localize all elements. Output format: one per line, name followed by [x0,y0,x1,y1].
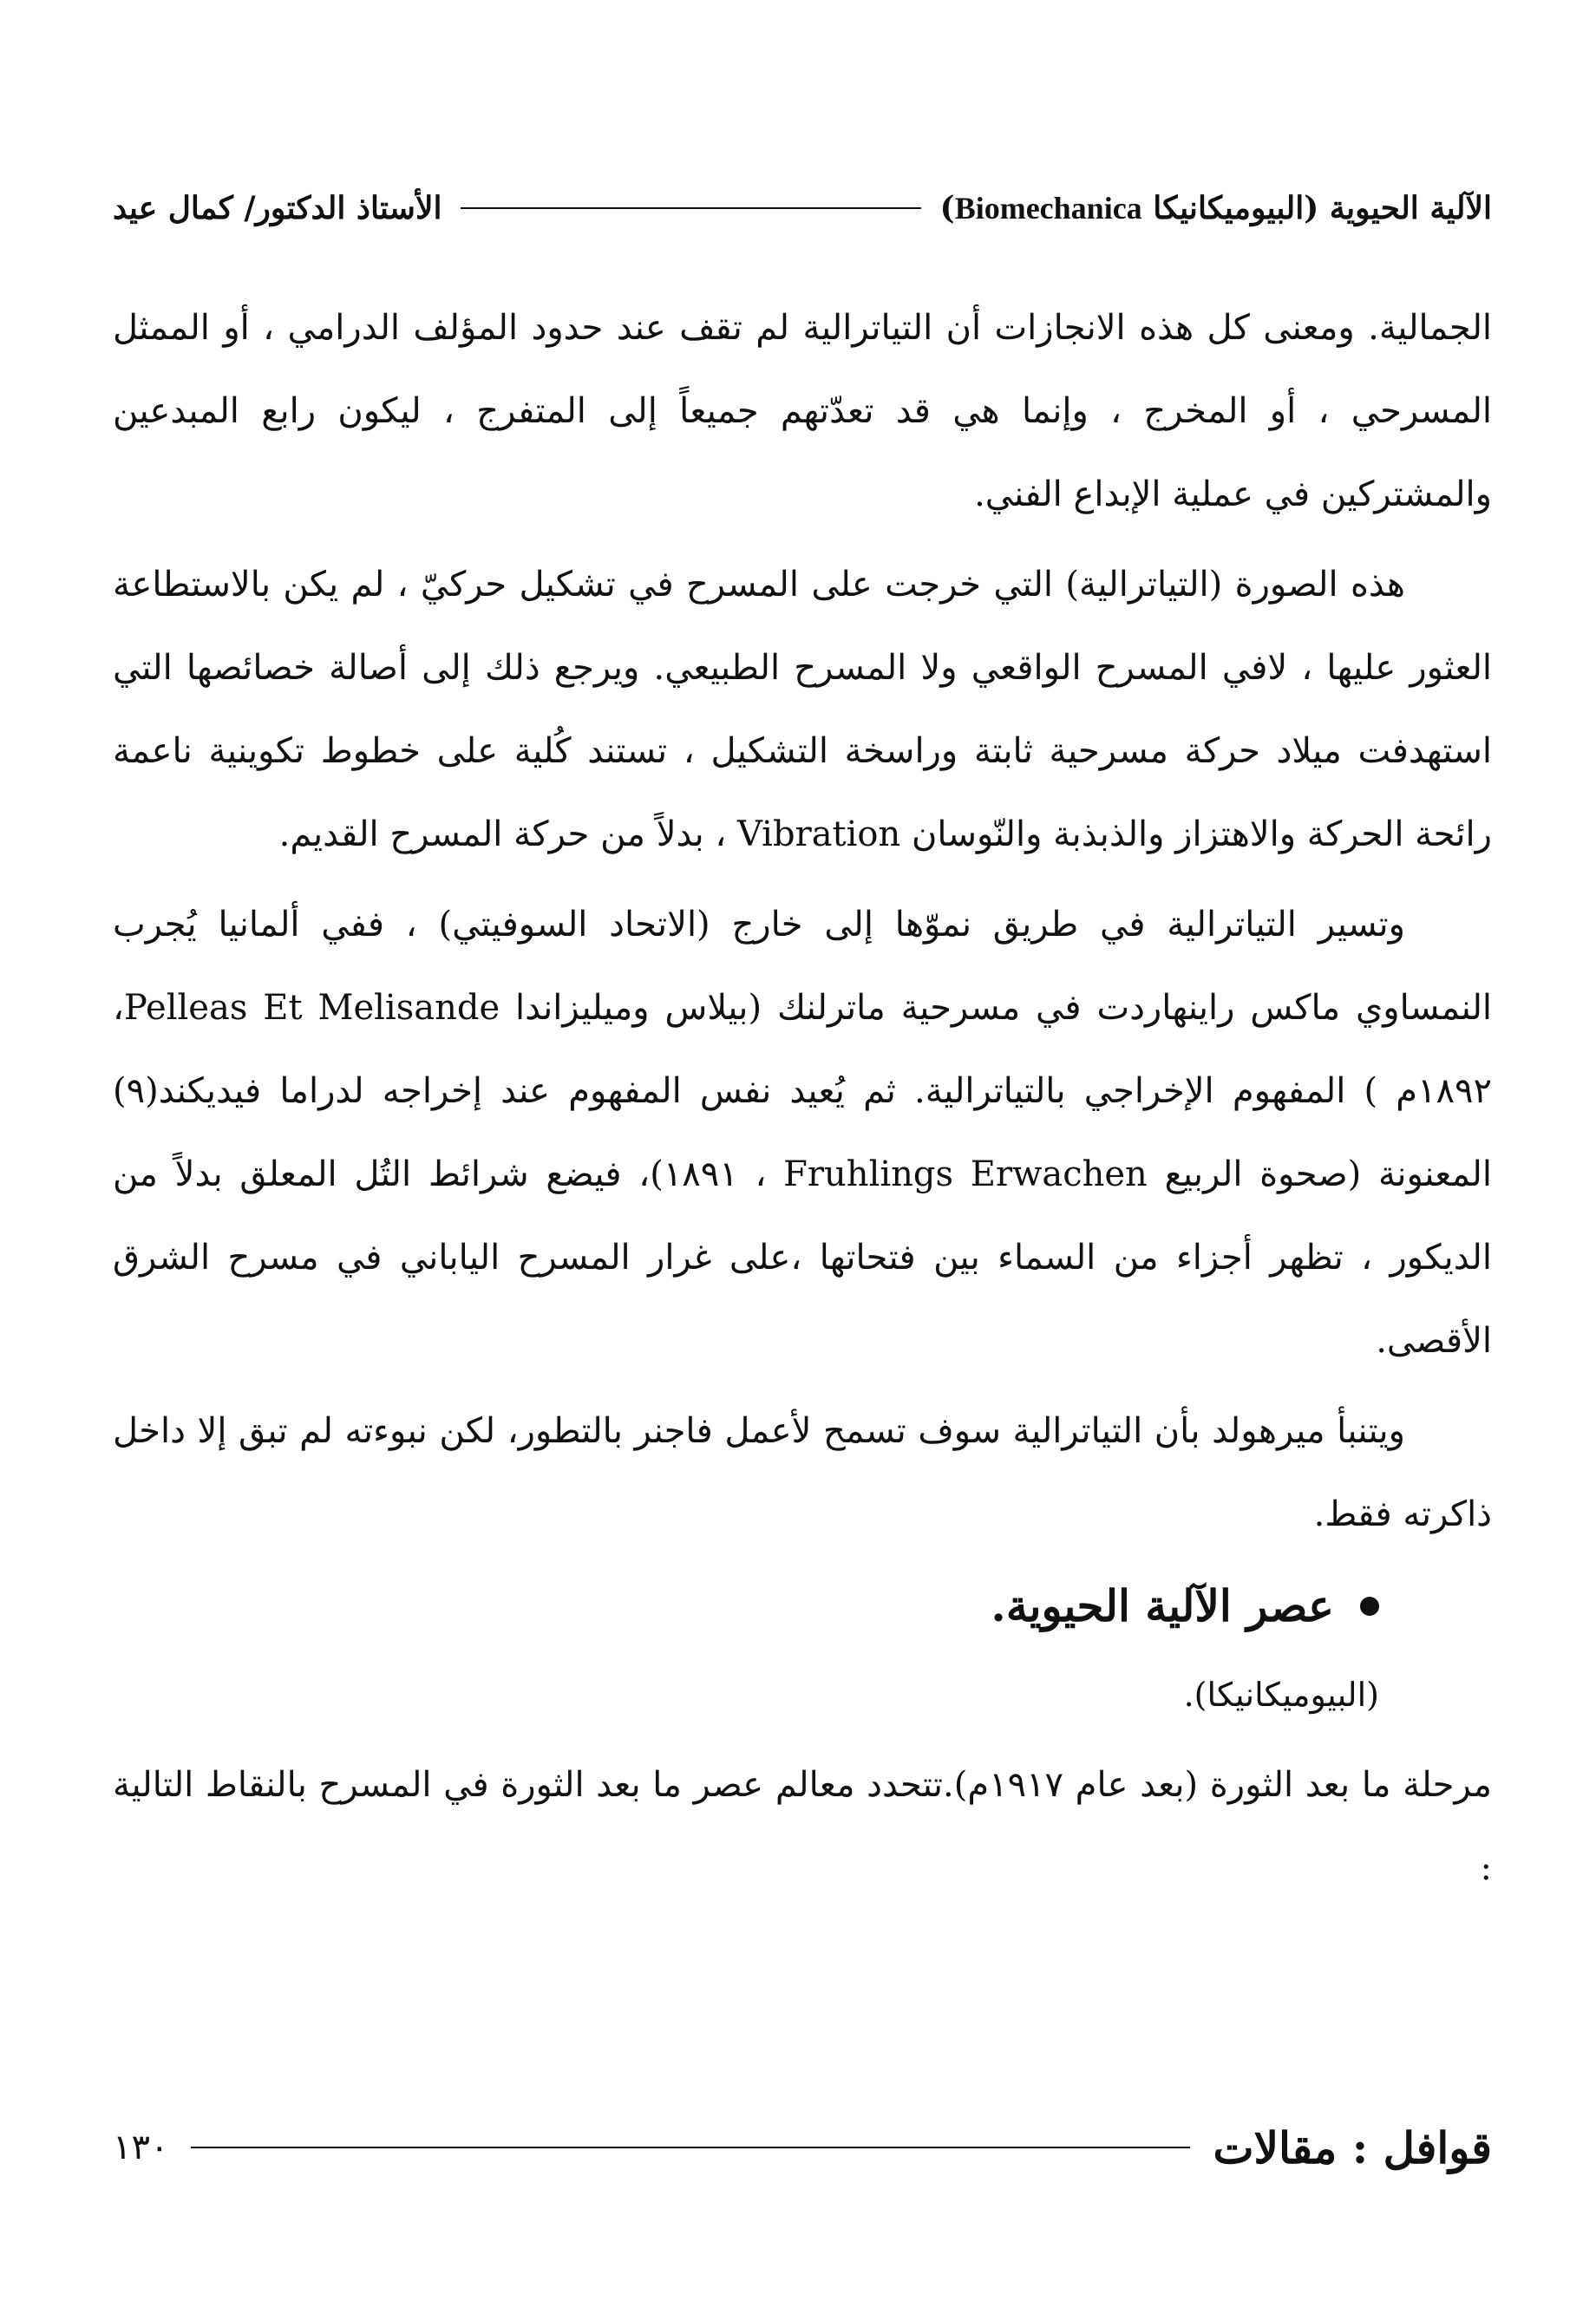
page-number: ١٣٠ [113,2128,169,2167]
body-text [113,286,1492,1917]
section-heading-text: عصر الآلية الحيوية. [991,1580,1334,1631]
section-heading [113,1565,1492,1648]
header-title-en: Biomechanica [954,191,1142,226]
header-rule [461,207,920,209]
header-title: الآلية الحيوية (البيوميكانيكا Biomechanica) [939,190,1492,226]
paragraph: مرحلة ما بعد الثورة (بعد عام ١٩١٧م).تتحدد معالم عصر ما بعد الثورة في المسرح بالنقاط التالية : [113,1765,1492,1888]
paragraph: الجمالية. ومعنى كل هذه الانجازات أن التياترالية لم تقف عند حدود المؤلف الدرامي ، أو الممثل المسرحي ، أو المخرج ، وإنما هي قد تعدّتهم جميعاً إلى المتفرج ، ليكون رابع المبدعين والمشتركين في عملية الإبداع الفني. [113,308,1492,514]
paragraph: وتسير التياترالية في طريق نموّها إلى خارج (الاتحاد السوفيتي) ، ففي ألمانيا يُجرب النمساوي ماكس راينهاردت في مسرحية ماترلنك (بيلاس وميليزاندا Pelleas Et Melisande، ١٨٩٢م ) المفهوم الإخراجي بالتياترالية. ثم يُعيد نفس المفهوم عند إخراجه لدراما فيديكند(٩) المعنونة (صحوة الربيع Fruhlings Erwachen ، ١٨٩١)، فيضع شرائط التُل المعلق بدلاً من الديكور ، تظهر أجزاء من السماء بين فتحاتها ،على غرار المسرح الياباني في مسرح الشرق الأقصى. [113,905,1492,1361]
running-header [113,182,1492,234]
section-sublabel: (البيوميكانيكا). [1183,1676,1379,1714]
footer-rule [191,2147,1190,2148]
page-footer [113,2113,1492,2182]
paragraph: هذه الصورة (التياترالية) التي خرجت على المسرح في تشكيل حركيّ ، لم يكن بالاستطاعة العثور عليها ، لافي المسرح الواقعي ولا المسرح الطبيعي. ويرجع ذلك إلى أصالة خصائصها التي استهدفت ميلاد حركة مسرحية ثابتة وراسخة التشكيل ، تستند كُلية على خطوط تكوينية ناعمة رائحة الحركة والاهتزاز والذبذبة والنّوسان Vibration ، بدلاً من حركة المسرح القديم. [113,565,1492,854]
paragraph: ويتنبأ ميرهولد بأن التياترالية سوف تسمح لأعمل فاجنر بالتطور، لكن نبوءته لم تبق إلا داخل ذاكرته فقط. [113,1411,1492,1534]
bullet-icon [1360,1597,1379,1616]
journal-name: قوافل : مقالات [1213,2121,1492,2173]
header-author: الأستاذ الدكتور/ كمال عيد [113,190,442,226]
